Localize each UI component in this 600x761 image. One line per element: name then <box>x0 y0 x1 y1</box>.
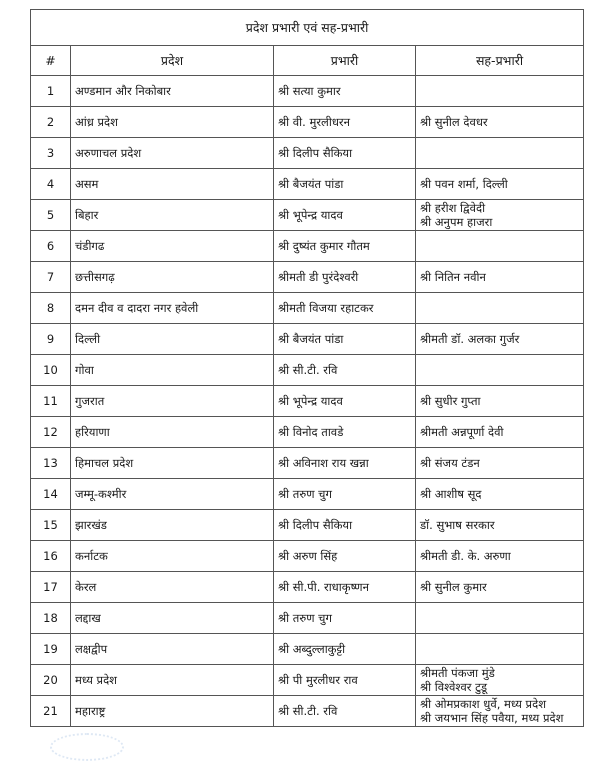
prabhari-cell: श्री भूपेन्द्र यादव <box>274 386 416 417</box>
sah-prabhari-name: श्री संजय टंडन <box>420 456 480 470</box>
sah-prabhari-name: श्रीमती पंकजा मुंडे <box>420 666 495 680</box>
header-pradesh: प्रदेश <box>71 46 274 76</box>
table-body <box>31 76 584 727</box>
sah-prabhari-cell <box>416 417 584 448</box>
table-row <box>31 634 584 665</box>
pradesh-cell: आंध्र प्रदेश <box>71 107 274 138</box>
row-number: 5 <box>31 200 71 231</box>
prabhari-cell: श्री विनोद तावडे <box>274 417 416 448</box>
pradesh-cell: चंडीगढ <box>71 231 274 262</box>
table-row <box>31 107 584 138</box>
row-number: 19 <box>31 634 71 665</box>
prabhari-cell: श्री भूपेन्द्र यादव <box>274 200 416 231</box>
sah-prabhari-name: श्री सुधीर गुप्ता <box>420 394 481 408</box>
sah-prabhari-name: श्रीमती अन्नपूर्णा देवी <box>420 425 504 439</box>
pradesh-cell: मध्य प्रदेश <box>71 665 274 696</box>
prabhari-cell: श्री सत्या कुमार <box>274 76 416 107</box>
sah-prabhari-cell <box>416 510 584 541</box>
row-number: 15 <box>31 510 71 541</box>
sah-prabhari-name: श्री सुनील देवधर <box>420 115 488 129</box>
sah-prabhari-cell <box>416 386 584 417</box>
pradesh-cell: छत्तीसगढ़ <box>71 262 274 293</box>
sah-prabhari-cell <box>416 541 584 572</box>
sah-prabhari-cell <box>416 76 584 107</box>
table-row <box>31 386 584 417</box>
sah-prabhari-name: श्री जयभान सिंह पवैया, मध्य प्रदेश <box>420 711 564 725</box>
prabhari-cell: श्री सी.टी. रवि <box>274 355 416 386</box>
row-number: 11 <box>31 386 71 417</box>
table-row <box>31 510 584 541</box>
table-title: प्रदेश प्रभारी एवं सह-प्रभारी <box>31 10 584 46</box>
pradesh-cell: महाराष्ट्र <box>71 696 274 727</box>
sah-prabhari-cell <box>416 479 584 510</box>
table-row <box>31 572 584 603</box>
sah-prabhari-cell <box>416 138 584 169</box>
table-row <box>31 138 584 169</box>
table-row <box>31 355 584 386</box>
title-row <box>31 10 584 46</box>
sah-prabhari-name: श्री सुनील कुमार <box>420 580 487 594</box>
prabhari-cell: श्री सी.पी. राधाकृष्णन <box>274 572 416 603</box>
table-row <box>31 541 584 572</box>
sah-prabhari-name: श्री ओमप्रकाश धुर्वे, मध्य प्रदेश <box>420 697 547 711</box>
pradesh-cell: हरियाणा <box>71 417 274 448</box>
pradesh-cell: जम्मू-कश्मीर <box>71 479 274 510</box>
header-prabhari: प्रभारी <box>274 46 416 76</box>
prabhari-cell: श्री दुष्यंत कुमार गौतम <box>274 231 416 262</box>
sah-prabhari-name: श्री विश्वेश्वर टुडू <box>420 680 488 694</box>
prabhari-cell: श्री दिलीप सैकिया <box>274 510 416 541</box>
prabhari-cell: श्री दिलीप सैकिया <box>274 138 416 169</box>
pradesh-cell: केरल <box>71 572 274 603</box>
row-number: 17 <box>31 572 71 603</box>
header-num: # <box>31 46 71 76</box>
sah-prabhari-cell <box>416 448 584 479</box>
header-row <box>31 46 584 76</box>
sah-prabhari-cell <box>416 572 584 603</box>
sah-prabhari-name: श्री आशीष सूद <box>420 487 482 501</box>
table-row <box>31 448 584 479</box>
sah-prabhari-cell <box>416 634 584 665</box>
row-number: 8 <box>31 293 71 324</box>
row-number: 20 <box>31 665 71 696</box>
row-number: 3 <box>31 138 71 169</box>
sah-prabhari-cell <box>416 169 584 200</box>
sah-prabhari-cell <box>416 355 584 386</box>
pradesh-cell: लद्दाख <box>71 603 274 634</box>
row-number: 2 <box>31 107 71 138</box>
prabhari-cell: श्री वी. मुरलीधरन <box>274 107 416 138</box>
pradesh-cell: दमन दीव व दादरा नगर हवेली <box>71 293 274 324</box>
sah-prabhari-name: श्री हरीश द्विवेदी <box>420 201 486 215</box>
prabhari-cell: श्री तरुण चुग <box>274 603 416 634</box>
prabhari-cell: श्री पी मुरलीधर राव <box>274 665 416 696</box>
row-number: 14 <box>31 479 71 510</box>
sah-prabhari-name: श्रीमती डॉ. अलका गुर्जर <box>420 332 520 346</box>
prabhari-cell: श्री तरुण चुग <box>274 479 416 510</box>
sah-prabhari-cell <box>416 231 584 262</box>
row-number: 10 <box>31 355 71 386</box>
sah-prabhari-cell <box>416 107 584 138</box>
pradesh-cell: लक्षद्वीप <box>71 634 274 665</box>
sah-prabhari-name: श्रीमती डी. के. अरुणा <box>420 549 511 563</box>
row-number: 21 <box>31 696 71 727</box>
prabhari-table <box>30 9 584 727</box>
sah-prabhari-cell <box>416 603 584 634</box>
pradesh-cell: दिल्ली <box>71 324 274 355</box>
pradesh-cell: बिहार <box>71 200 274 231</box>
row-number: 9 <box>31 324 71 355</box>
prabhari-cell: श्री अविनाश राय खन्ना <box>274 448 416 479</box>
sah-prabhari-name: श्री अनुपम हाजरा <box>420 215 493 229</box>
table-row <box>31 603 584 634</box>
prabhari-cell: श्रीमती डी पुरंदेश्वरी <box>274 262 416 293</box>
prabhari-cell: श्री बैजयंत पांडा <box>274 169 416 200</box>
table-row <box>31 231 584 262</box>
row-number: 4 <box>31 169 71 200</box>
prabhari-cell: श्री सी.टी. रवि <box>274 696 416 727</box>
prabhari-cell: श्री बैजयंत पांडा <box>274 324 416 355</box>
row-number: 13 <box>31 448 71 479</box>
table-row <box>31 665 584 696</box>
prabhari-cell: श्रीमती विजया रहाटकर <box>274 293 416 324</box>
pradesh-cell: अरुणाचल प्रदेश <box>71 138 274 169</box>
pradesh-cell: गुजरात <box>71 386 274 417</box>
row-number: 16 <box>31 541 71 572</box>
table-row <box>31 417 584 448</box>
table-row <box>31 479 584 510</box>
table-row <box>31 293 584 324</box>
sah-prabhari-cell <box>416 324 584 355</box>
pradesh-cell: गोवा <box>71 355 274 386</box>
row-number: 7 <box>31 262 71 293</box>
prabhari-cell: श्री अरुण सिंह <box>274 541 416 572</box>
sah-prabhari-cell <box>416 665 584 696</box>
table-row <box>31 169 584 200</box>
prabhari-cell: श्री अब्दुल्लाकुट्टी <box>274 634 416 665</box>
row-number: 12 <box>31 417 71 448</box>
row-number: 1 <box>31 76 71 107</box>
sah-prabhari-cell <box>416 696 584 727</box>
sah-prabhari-cell <box>416 200 584 231</box>
pradesh-cell: कर्नाटक <box>71 541 274 572</box>
sah-prabhari-name: श्री पवन शर्मा, दिल्ली <box>420 177 508 191</box>
row-number: 6 <box>31 231 71 262</box>
sah-prabhari-cell <box>416 293 584 324</box>
pradesh-cell: झारखंड <box>71 510 274 541</box>
pradesh-cell: हिमाचल प्रदेश <box>71 448 274 479</box>
table-row <box>31 696 584 727</box>
table-row <box>31 324 584 355</box>
header-sah-prabhari: सह-प्रभारी <box>416 46 584 76</box>
sah-prabhari-name: श्री नितिन नवीन <box>420 270 486 284</box>
pradesh-cell: अण्डमान और निकोबार <box>71 76 274 107</box>
pradesh-cell: असम <box>71 169 274 200</box>
table-row <box>31 200 584 231</box>
sah-prabhari-name: डॉ. सुभाष सरकार <box>420 518 495 532</box>
table-row <box>31 262 584 293</box>
watermark-seal <box>50 733 124 761</box>
table-row <box>31 76 584 107</box>
row-number: 18 <box>31 603 71 634</box>
sah-prabhari-cell <box>416 262 584 293</box>
